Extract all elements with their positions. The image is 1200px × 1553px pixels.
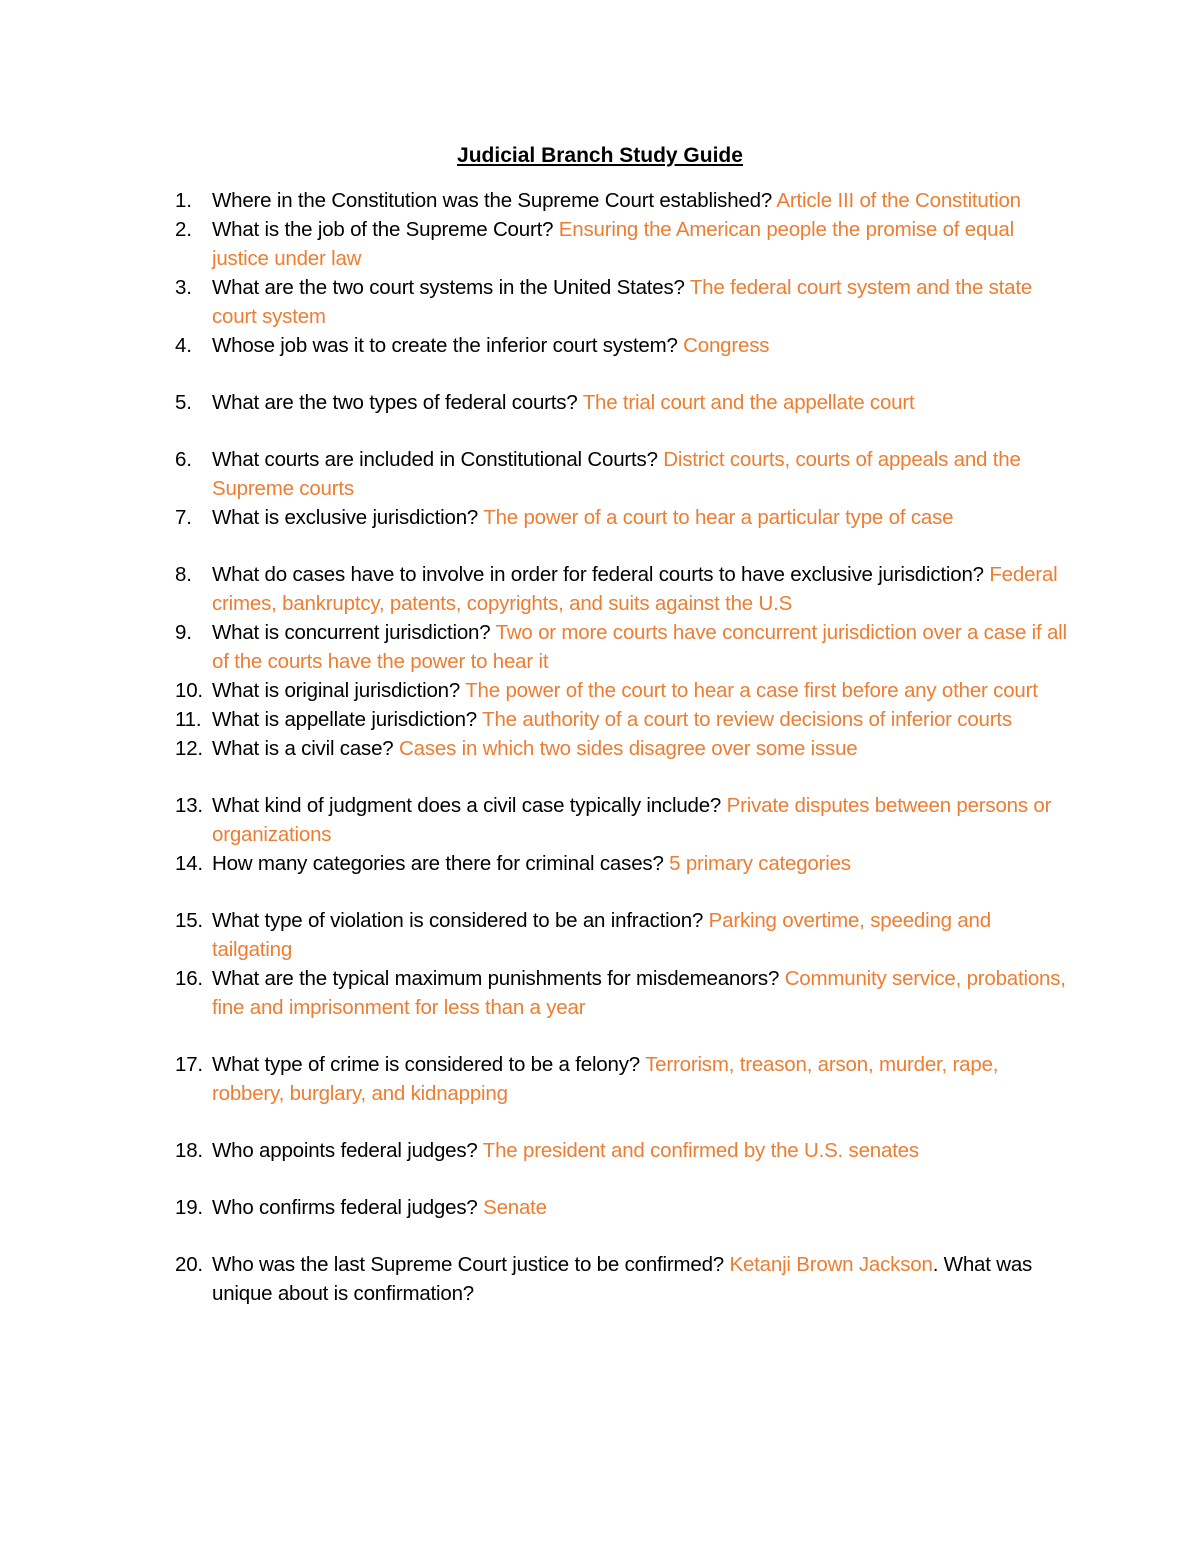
question-text: Who appoints federal judges? xyxy=(212,1139,478,1162)
question-text: What are the two types of federal courts? xyxy=(212,391,578,414)
list-item xyxy=(175,560,1075,618)
list-item xyxy=(175,388,1075,417)
list-item xyxy=(175,964,1075,1022)
item-number: 12. xyxy=(175,737,203,760)
answer-text: Federal crimes, bankruptcy, patents, copyrights, and suits against the U.S xyxy=(212,563,1058,615)
answer-text: The federal court system and the state court system xyxy=(212,276,1033,328)
question-text: Where in the Constitution was the Supreme Court established? xyxy=(212,189,773,212)
question-text: What is exclusive jurisdiction? xyxy=(212,506,479,529)
list-item xyxy=(175,618,1075,676)
item-number: 9. xyxy=(175,621,192,644)
question-text: What kind of judgment does a civil case typically include? xyxy=(212,794,722,817)
answer-text: Terrorism, treason, arson, murder, rape, robbery, burglary, and kidnapping xyxy=(212,1053,999,1105)
question-continuation: . What was unique about is confirmation? xyxy=(212,1253,1033,1305)
question-text: What is appellate jurisdiction? xyxy=(212,708,477,731)
answer-text: Private disputes between persons or organizations xyxy=(212,794,1052,846)
question-text: Whose job was it to create the inferior court system? xyxy=(212,334,678,357)
page-title: Judicial Branch Study Guide xyxy=(457,144,743,167)
item-number: 7. xyxy=(175,506,192,529)
answer-text: Two or more courts have concurrent jurisdiction over a case if all of the courts have the power to hear it xyxy=(212,621,1067,673)
answer-text: The trial court and the appellate court xyxy=(582,391,915,414)
answer-text: 5 primary categories xyxy=(669,852,851,875)
item-number: 16. xyxy=(175,967,203,990)
answer-text: The authority of a court to review decisions of inferior courts xyxy=(482,708,1012,731)
item-number: 8. xyxy=(175,563,192,586)
item-number: 14. xyxy=(175,852,203,875)
list-item xyxy=(175,331,1075,360)
item-number: 6. xyxy=(175,448,192,471)
list-item xyxy=(175,445,1075,503)
item-number: 17. xyxy=(175,1053,203,1076)
list-item xyxy=(175,676,1075,705)
question-text: What are the typical maximum punishments for misdemeanors? xyxy=(212,967,780,990)
question-text: What do cases have to involve in order for federal courts to have exclusive jurisdiction? xyxy=(212,563,984,586)
answer-text: Community service, probations, fine and imprisonment for less than a year xyxy=(212,967,1066,1019)
list-item xyxy=(175,503,1075,532)
item-number: 15. xyxy=(175,909,203,932)
question-text: Who confirms federal judges? xyxy=(212,1196,478,1219)
answer-text: Congress xyxy=(683,334,770,357)
list-item xyxy=(175,273,1075,331)
item-number: 20. xyxy=(175,1253,203,1276)
question-text: What is a civil case? xyxy=(212,737,394,760)
question-text: What is concurrent jurisdiction? xyxy=(212,621,491,644)
list-item xyxy=(175,1250,1075,1308)
list-item xyxy=(175,734,1075,763)
question-text: What type of crime is considered to be a felony? xyxy=(212,1053,640,1076)
answer-text: Ensuring the American people the promise of equal justice under law xyxy=(212,218,1014,270)
question-text: What is the job of the Supreme Court? xyxy=(212,218,554,241)
item-number: 19. xyxy=(175,1196,203,1219)
list-item xyxy=(175,215,1075,273)
answer-text: Parking overtime, speeding and tailgating xyxy=(212,909,991,961)
item-number: 11. xyxy=(175,708,202,731)
list-item xyxy=(175,849,1075,878)
answer-text: Senate xyxy=(483,1196,547,1219)
list-item xyxy=(175,1136,1075,1165)
answer-text: Ketanji Brown Jackson xyxy=(729,1253,933,1276)
item-number: 4. xyxy=(175,334,192,357)
list-item xyxy=(175,1050,1075,1108)
item-number: 18. xyxy=(175,1139,203,1162)
question-text: Who was the last Supreme Court justice to be confirmed? xyxy=(212,1253,724,1276)
question-text: What are the two court systems in the United States? xyxy=(212,276,685,299)
answer-text: The power of a court to hear a particular type of case xyxy=(483,506,954,529)
answer-text: The power of the court to hear a case first before any other court xyxy=(465,679,1038,702)
item-number: 2. xyxy=(175,218,192,241)
question-text: How many categories are there for criminal cases? xyxy=(212,852,664,875)
answer-text: Article III of the Constitution xyxy=(776,189,1021,212)
item-number: 5. xyxy=(175,391,192,414)
answer-text: The president and confirmed by the U.S. senates xyxy=(482,1139,919,1162)
item-number: 13. xyxy=(175,794,203,817)
question-text: What is original jurisdiction? xyxy=(212,679,461,702)
list-item xyxy=(175,906,1075,964)
list-item xyxy=(175,1193,1075,1222)
question-list xyxy=(175,186,1075,1308)
item-number: 3. xyxy=(175,276,192,299)
item-number: 1. xyxy=(175,189,192,212)
answer-text: Cases in which two sides disagree over some issue xyxy=(399,737,858,760)
question-text: What courts are included in Constitutional Courts? xyxy=(212,448,658,471)
item-number: 10. xyxy=(175,679,203,702)
list-item xyxy=(175,791,1075,849)
question-text: What type of violation is considered to be an infraction? xyxy=(212,909,704,932)
list-item xyxy=(175,705,1075,734)
answer-text: District courts, courts of appeals and the Supreme courts xyxy=(212,448,1021,500)
list-item xyxy=(175,186,1075,215)
